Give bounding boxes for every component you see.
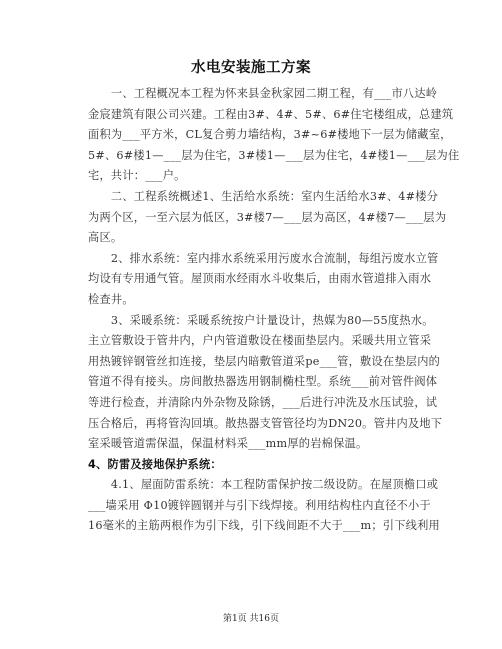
paragraph-line: 2、排水系统：室内排水系统采用污废水合流制，每组污废水立管	[88, 251, 439, 265]
paragraph-line: 主立管敷设于管井内，户内管道敷设在楼面垫层内。采暖共用立管采	[88, 334, 432, 348]
document-body	[88, 84, 460, 537]
paragraph-line: 高区。	[88, 231, 123, 245]
paragraph-line: 均设有专用通气管。屋顶雨水经雨水斗收集后，由雨水管道排入雨水	[88, 272, 432, 286]
paragraph-line: 等进行检查，并清除内外杂物及除锈，___后进行冲洗及水压试验，试	[88, 395, 438, 409]
paragraph-line: 室采暖管道需保温，保温材料采___mm厚的岩棉保温。	[88, 437, 368, 451]
paragraph-line: 检查井。	[88, 292, 134, 306]
paragraph-line: 16毫米的主筋两根作为引下线，引下线间距不大于___m；引下线利用	[88, 519, 440, 533]
paragraph-line: 宅，共计：___户。	[88, 169, 186, 183]
paragraph-line: 5#、6#楼1—___层为住宅，3#楼1—___层为住宅，4#楼1—___层为住	[88, 148, 460, 162]
section-heading: 4、防雷及接地保护系统：	[88, 457, 222, 471]
paragraph-line: 压合格后，再将管沟回填。散热器支管管径均为DN20。管井内及地下	[88, 416, 443, 430]
paragraph-line: 为两个区，一至六层为低区，3#楼7—___层为高区，4#楼7—___层为	[88, 210, 447, 224]
document-title: 水电安装施工方案	[191, 60, 311, 76]
paragraph-line: 面积为___平方米，CL复合剪力墙结构，3#~6#楼地下一层为储藏室，	[88, 128, 452, 142]
paragraph-line: 用热镀锌钢管丝扣连接，垫层内暗敷管道采pe___管，敷设在垫层内的	[88, 354, 441, 368]
paragraph-line: 管道不得有接头。房间散热器选用钢制椭柱型。系统___前对管件阀体	[88, 375, 438, 389]
page-footer: 第1页 共16页	[222, 614, 280, 624]
paragraph-line: 金宸建筑有限公司兴建。工程由3#、4#、5#、6#住宅楼组成，总建筑	[88, 107, 454, 121]
paragraph-line: 二、工程系统概述1、生活给水系统：室内生活给水3#、4#楼分	[88, 189, 439, 203]
paragraph-line: 一、工程概况本工程为怀来县金秋家园二期工程，有___市八达岭	[88, 87, 438, 100]
paragraph-line: 3、采暖系统：采暖系统按户计量设计，热媒为80—55度热水。	[88, 313, 434, 327]
paragraph-line: 4.1、屋面防雷系统：本工程防雷保护按二级设防。在屋顶檐口或	[88, 478, 439, 492]
paragraph-line: ___墙采用 Φ10镀锌圆钢并与引下线焊接。利用结构柱内直径不小于	[88, 498, 431, 512]
